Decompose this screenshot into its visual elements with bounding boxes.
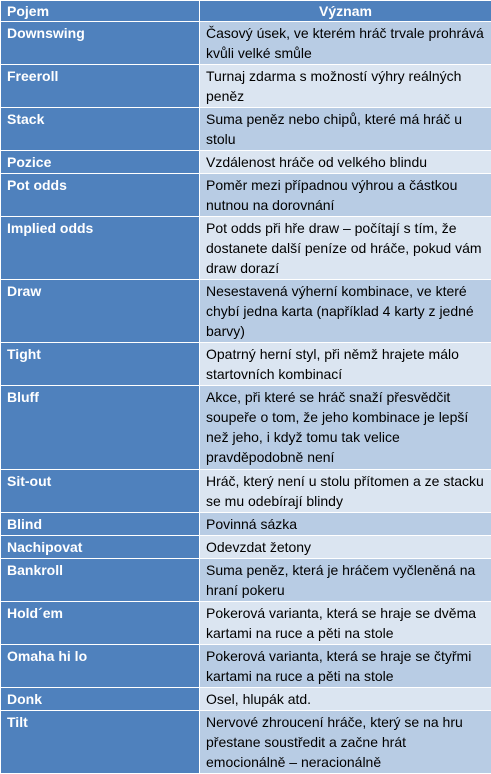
table-row — [1, 217, 491, 280]
table-row — [1, 645, 491, 688]
meaning-cell: Nesestavená výherní kombinace, ve které chybí jedna karta (například 4 karty z jedné barvy) — [200, 280, 491, 343]
header-row — [1, 1, 491, 22]
term-cell: Nachipovat — [1, 536, 200, 559]
term-cell: Pot odds — [1, 174, 200, 217]
term-cell: Donk — [1, 688, 200, 711]
term-cell: Hold´em — [1, 602, 200, 645]
table-row — [1, 22, 491, 65]
meaning-cell: Hráč, který není u stolu přítomen a ze stacku se mu odebírají blindy — [200, 470, 491, 513]
meaning-cell: Pot odds při hře draw – počítají s tím, že dostanete další peníze od hráče, pokud vám draw dorazí — [200, 217, 491, 280]
term-cell: Bankroll — [1, 559, 200, 602]
table-row — [1, 108, 491, 151]
table-row — [1, 513, 491, 536]
meaning-cell: Poměr mezi případnou výhrou a částkou nutnou na dorovnání — [200, 174, 491, 217]
term-cell: Bluff — [1, 386, 200, 470]
term-cell: Pozice — [1, 151, 200, 174]
table-row — [1, 470, 491, 513]
table-row — [1, 151, 491, 174]
glossary-body — [1, 22, 491, 774]
term-cell: Draw — [1, 280, 200, 343]
meaning-cell: Časový úsek, ve kterém hráč trvale prohrává kvůli velké smůle — [200, 22, 491, 65]
term-cell: Tight — [1, 343, 200, 386]
table-row — [1, 536, 491, 559]
table-row — [1, 711, 491, 774]
meaning-cell: Pokerová varianta, která se hraje se dvěma kartami na ruce a pěti na stole — [200, 602, 491, 645]
meaning-cell: Nervové zhroucení hráče, který se na hru přestane soustředit a začne hrát emocionálně – neracionálně — [200, 711, 491, 774]
meaning-cell: Osel, hlupák atd. — [200, 688, 491, 711]
term-cell: Sit-out — [1, 470, 200, 513]
meaning-cell: Pokerová varianta, která se hraje se čtyřmi kartami na ruce a pěti na stole — [200, 645, 491, 688]
table-row — [1, 386, 491, 470]
meaning-cell: Vzdálenost hráče od velkého blindu — [200, 151, 491, 174]
term-cell: Downswing — [1, 22, 200, 65]
meaning-cell: Povinná sázka — [200, 513, 491, 536]
meaning-cell: Opatrný herní styl, při němž hrajete málo startovních kombinací — [200, 343, 491, 386]
meaning-cell: Odevzdat žetony — [200, 536, 491, 559]
table-row — [1, 65, 491, 108]
term-cell: Omaha hi lo — [1, 645, 200, 688]
table-row — [1, 602, 491, 645]
meaning-cell: Suma peněz, která je hráčem vyčleněná na hraní pokeru — [200, 559, 491, 602]
term-cell: Blind — [1, 513, 200, 536]
term-cell: Stack — [1, 108, 200, 151]
header-meaning: Význam — [200, 1, 491, 22]
table-row — [1, 688, 491, 711]
table-row — [1, 280, 491, 343]
term-cell: Freeroll — [1, 65, 200, 108]
table-row — [1, 559, 491, 602]
meaning-cell: Akce, při které se hráč snaží přesvědčit soupeře o tom, že jeho kombinace je lepší než jeho, i když tomu tak velice pravděpodobně není — [200, 386, 491, 470]
term-cell: Tilt — [1, 711, 200, 774]
header-term: Pojem — [1, 1, 200, 22]
table-row — [1, 343, 491, 386]
meaning-cell: Suma peněz nebo chipů, které má hráč u stolu — [200, 108, 491, 151]
meaning-cell: Turnaj zdarma s možností výhry reálných peněz — [200, 65, 491, 108]
term-cell: Implied odds — [1, 217, 200, 280]
table-row — [1, 174, 491, 217]
